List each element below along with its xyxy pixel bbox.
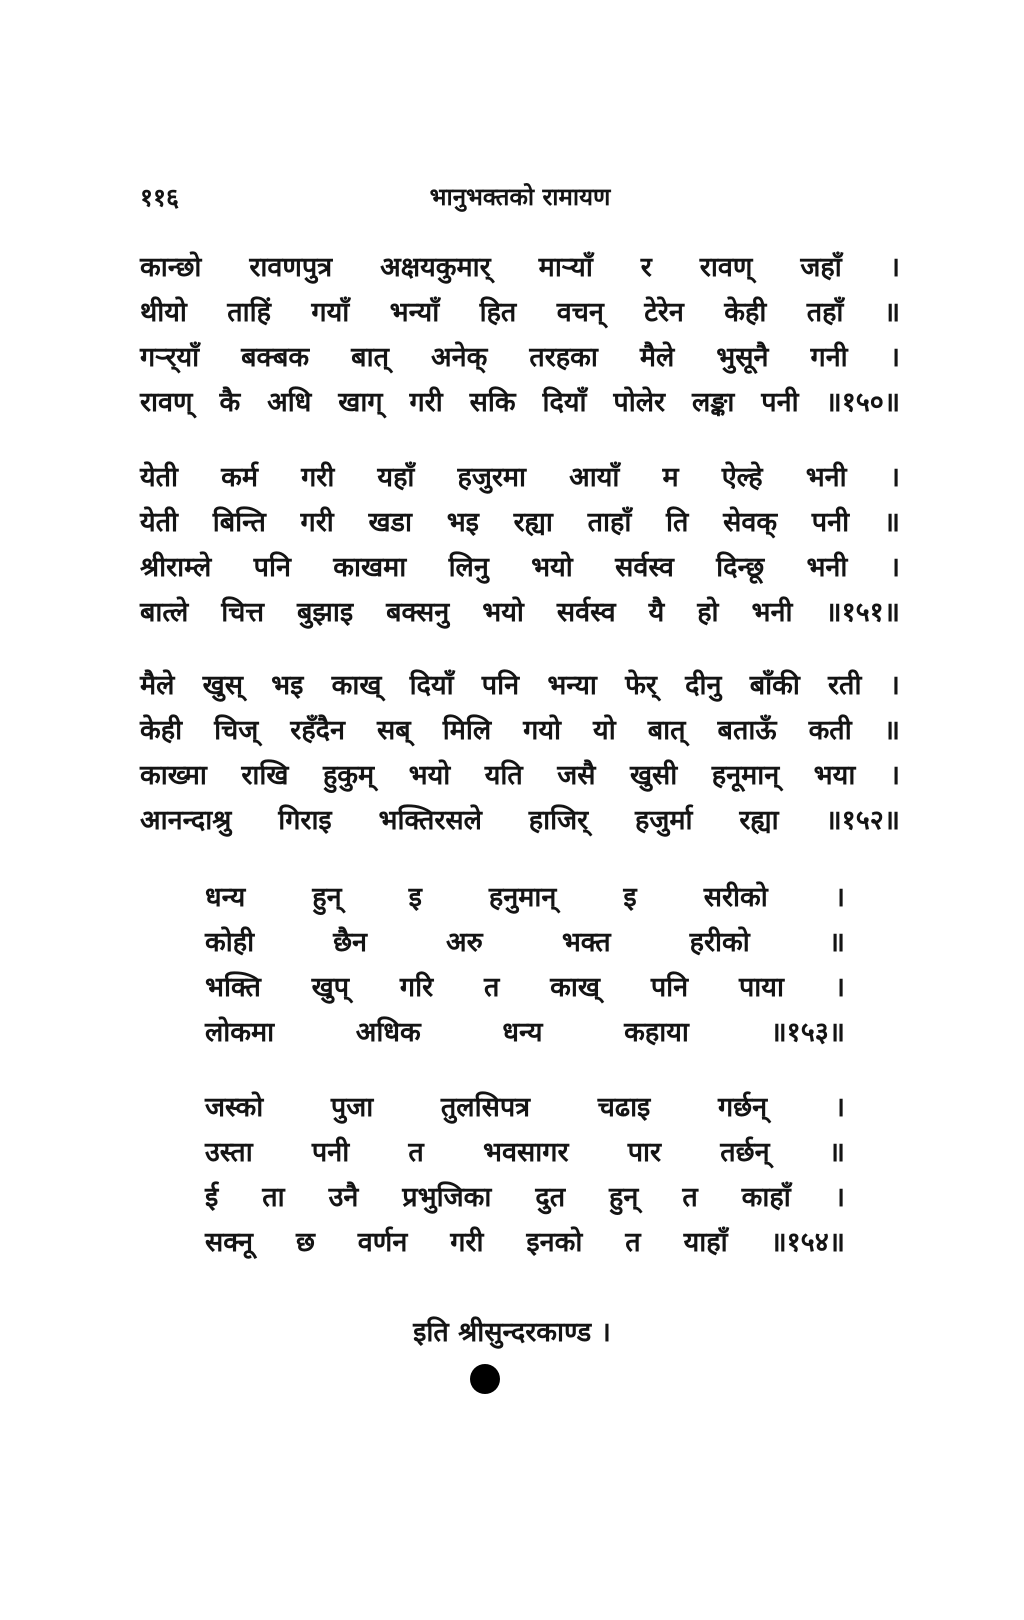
verse-word: इनको [526,1227,583,1258]
verse-word: काख्मा [140,760,207,791]
verse-word: पनी [761,387,799,418]
verse-word: खुसी [629,760,678,791]
verse-line [140,710,900,747]
verse-word: हजुर्मा [635,805,693,836]
verse-word: म [662,462,679,493]
verse-word: चढाइ [597,1092,651,1123]
verse-word: बताऊँ [717,715,777,746]
verse-word: । [889,760,900,791]
verse-word: गरी [450,1227,484,1258]
verse-word: रावण् [699,252,753,283]
verse-word: भन्याँ [389,297,440,328]
verse-word: सेवक् [723,507,778,538]
verse-word: गरि [399,972,434,1003]
verse-word: ॥१५२॥ [825,805,900,836]
verse-word: र [640,252,652,283]
verse-word: सरीको [703,882,768,913]
verse-word: पनी [311,1137,350,1168]
verse-word: दियाँ [409,670,454,701]
verse-line [205,967,845,1004]
verse-line [205,1012,845,1049]
colophon: इति श्रीसुन्दरकाण्ड । [413,1317,611,1348]
verse-word: जस्को [205,1092,264,1123]
page-number: ११६ [140,183,180,212]
verse-line [140,592,900,629]
verse-word: ता [262,1182,285,1213]
running-title: भानुभक्तको रामायण [429,182,611,211]
verse-word: पोलेर [613,387,666,418]
verse-word: कै [219,387,241,418]
verse-word: बक्सनु [386,597,450,628]
page-header [140,180,900,220]
verse-word: बक्बक [241,342,310,373]
verse-word: हो [697,597,719,628]
verse-word: तहाँ [806,297,844,328]
verse-word: मैले [639,342,675,373]
verse-word: लिनु [448,552,489,583]
verse-word: चित्त [221,597,265,628]
verse-word: दीनु [685,670,722,701]
verse-word: कहाया [624,1017,689,1048]
verse-word: भइ [446,507,479,538]
verse-word: अधि [267,387,312,418]
verse-word: थीयो [140,297,187,328]
verse-word: रह्या [513,507,553,538]
verse-word: ति [666,507,689,538]
verse-word: गयो [523,715,562,746]
verse-word: ॥ [828,1137,845,1168]
verse-word: पुजा [330,1092,374,1123]
verse-word: बिन्ति [212,507,266,538]
verse-line [140,382,900,419]
verse-word: कर्म [221,462,259,493]
verse-word: पनि [253,552,291,583]
verse-word: गिराइ [278,805,332,836]
verse-word: कोही [205,927,255,958]
verse-word: यहाँ [377,462,415,493]
verse-word: पाया [738,972,784,1003]
verse-word: लङ्का [692,387,735,418]
verse-word: खडा [368,507,412,538]
verse-word: । [834,972,845,1003]
verse-line [140,457,900,494]
verse-word: सक्नू [205,1227,254,1258]
bullet-ornament [470,1364,500,1394]
verse-word: गरी [300,507,334,538]
verse-line [140,502,900,539]
verse-word: धन्य [502,1017,543,1048]
verse-word: रावण् [140,387,193,418]
verse-word: केही [724,297,767,328]
verse-word: ॥१५०॥ [825,387,900,418]
verse-word: गर्‍र्याँ [140,342,200,373]
verse-word: काख् [331,670,382,701]
verse-word: छ [295,1227,315,1258]
verse-word: भनी [751,597,793,628]
verse-word: टेरेन [644,297,684,328]
verse-word: ॥१५३॥ [770,1017,845,1048]
verse-word: हनुमान् [488,882,557,913]
verse-word: काख् [550,972,600,1003]
verse-word: हुकुम् [322,760,375,791]
verse-word: लोकमा [205,1017,275,1048]
verse-word: मैले [140,670,175,701]
verse-word: भुसूनै [716,342,769,373]
verse-word: चिज् [214,715,259,746]
verse-line [205,922,845,959]
verse-line [140,292,900,329]
verse-word: भवसागर [483,1137,569,1168]
verse-word: मिलि [442,715,492,746]
verse-word: कान्छो [140,252,202,283]
verse-word: तरहका [529,342,598,373]
verse-line [140,547,900,584]
verse-word: अक्षयकुमार् [380,252,491,283]
verse-word: केही [140,715,183,746]
verse-word: वर्णन [357,1227,408,1258]
verse-word: काहाँ [741,1182,791,1213]
verse-word: इ [408,882,422,913]
verse-word: खुप् [311,972,350,1003]
verse-word: ई [205,1182,219,1213]
verse-word: ॥ [883,507,900,538]
verse-word: बात् [647,715,686,746]
verse-word: भयो [482,597,524,628]
verse-word: हुन् [609,1182,639,1213]
verse-word: उस्ता [205,1137,253,1168]
verse-word: हाजिर् [528,805,589,836]
verse-word: सकि [469,387,516,418]
verse-word: बुझाइ [297,597,354,628]
verse-word: भयो [408,760,451,791]
verse-word: । [889,670,900,701]
verse-word: बाँकी [749,670,800,701]
verse-word: बात् [351,342,389,373]
verse-word: काखमा [333,552,407,583]
verse-word: सर्वस्व [615,552,674,583]
verse-word: हजुरमा [457,462,527,493]
verse-word: त [625,1227,641,1258]
verse-word: । [834,1182,845,1213]
verse-word: भन्या [547,670,597,701]
verse-word: धन्य [205,882,246,913]
verse-word: भनी [806,552,848,583]
verse-word: आनन्दाश्रु [140,805,232,836]
verse-word: गरी [301,462,335,493]
verse-line [205,1087,845,1124]
verse-word: ॥ [828,927,845,958]
verse-word: हुन् [312,882,342,913]
verse-word: । [889,252,900,283]
verse-word: पनी [811,507,850,538]
verse-word: ॥१५४॥ [770,1227,845,1258]
verse-word: दुत [535,1182,566,1213]
verse-word: खुस् [202,670,243,701]
verse-word: पनि [481,670,520,701]
verse-word: बात्ले [140,597,189,628]
verse-word: वचन् [556,297,604,328]
verse-word: हनूमान् [711,760,780,791]
verse-word: यै [648,597,665,628]
verse-word: गर्छन् [717,1092,768,1123]
verse-line [140,665,900,702]
verse-word: ताहिं [227,297,271,328]
verse-word: भइ [271,670,304,701]
verse-line [205,1222,845,1259]
verse-word: भनी [805,462,847,493]
verse-word: फेर् [625,670,657,701]
verse-line [205,1177,845,1214]
verse-word: भया [813,760,856,791]
verse-word: श्रीराम्ले [140,552,212,583]
verse-line [205,1132,845,1169]
verse-word: अधिक [355,1017,421,1048]
verse-word: ॥ [883,715,900,746]
verse-word: अनेक् [430,342,488,373]
verse-word: येती [140,507,179,538]
verse-word: मार्‍याँ [538,252,593,283]
verse-word: रावणपुत्र [249,252,333,283]
verse-word: हरीको [689,927,750,958]
verse-word: ॥१५१॥ [825,597,900,628]
verse-word: दिन्छू [716,552,765,583]
verse-word: इ [623,882,637,913]
verse-word: गयाँ [311,297,350,328]
verse-word: रह्या [739,805,779,836]
verse-word: हित [479,297,517,328]
verse-word: गरी [409,387,443,418]
verse-word: सब् [377,715,411,746]
verse-word: । [889,342,900,373]
verse-word: तुलसिपत्र [440,1092,531,1123]
verse-word: ताहाँ [587,507,632,538]
verse-word: प्रभुजिका [402,1182,492,1213]
verse-word: कती [808,715,852,746]
verse-word: पनि [650,972,689,1003]
verse-word: यो [593,715,616,746]
verse-word: जसै [557,760,596,791]
verse-word: दियाँ [542,387,587,418]
verse-word: । [834,882,845,913]
verse-word: पार [627,1137,662,1168]
verse-word: सर्वस्व [556,597,616,628]
verse-word: जहाँ [800,252,842,283]
verse-word: ॥ [883,297,900,328]
verse-word: त [483,972,500,1003]
verse-word: तर्छन् [720,1137,770,1168]
verse-word: भक्त [561,927,611,958]
verse-word: यति [484,760,523,791]
verse-word: गनी [810,342,848,373]
verse-word: त [408,1137,424,1168]
verse-word: ऐल्हे [721,462,763,493]
verse-word: । [834,1092,845,1123]
verse-line [140,247,900,284]
verse-word: येती [140,462,179,493]
verse-word: रहँदैन [290,715,345,746]
verse-word: भयो [531,552,573,583]
verse-word: । [889,552,900,583]
verse-line [140,755,900,792]
verse-word: अरु [446,927,483,958]
verse-line [140,800,900,837]
verse-word: खाग् [338,387,383,418]
verse-line [140,337,900,374]
verse-word: । [889,462,900,493]
verse-word: राखि [241,760,289,791]
verse-word: उनै [328,1182,359,1213]
verse-word: भक्तिरसले [378,805,482,836]
verse-word: भक्ति [205,972,261,1003]
verse-word: त [682,1182,698,1213]
verse-word: रती [828,670,862,701]
verse-line [205,877,845,914]
verse-word: आयाँ [569,462,620,493]
verse-word: छैन [333,927,367,958]
verse-word: याहाँ [683,1227,728,1258]
